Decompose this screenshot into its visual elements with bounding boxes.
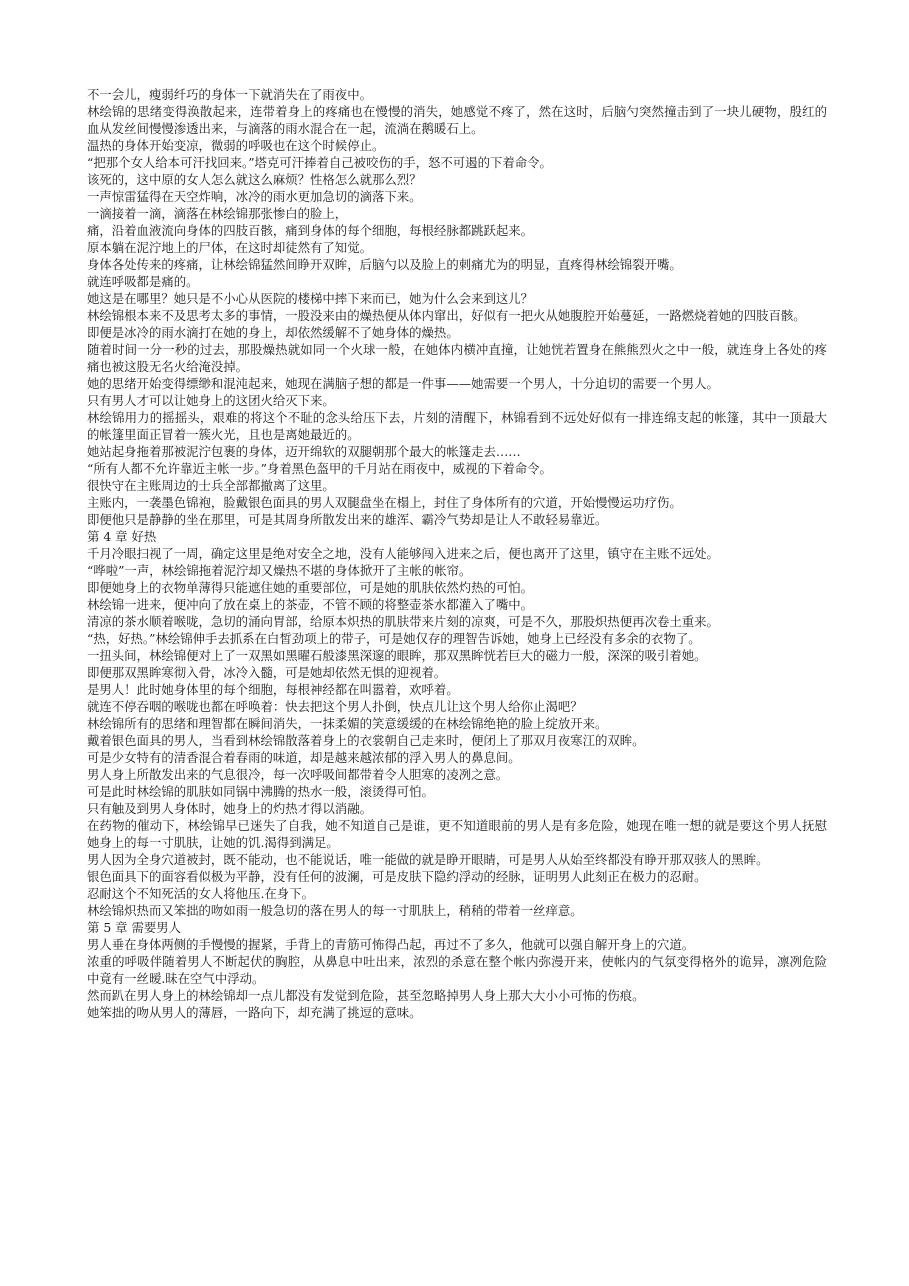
paragraph: 一声惊雷猛得在天空炸响，冰冷的雨水更加急切的滴落下来。	[87, 189, 422, 204]
paragraph: 然而趴在男人身上的林绘锦却一点儿都没有发觉到危险，甚至忽略掉男人身上那大大小小可怖的伤痕。	[87, 988, 645, 1003]
paragraph: 不一会儿，瘦弱纤巧的身体一下就消失在了雨夜中。	[87, 87, 372, 102]
paragraph: 很快守在主账周边的士兵全部都撤离了这里。	[87, 478, 335, 493]
paragraph: 男人身上所散发出来的气息很冷，每一次呼吸间都带着令人胆寒的凌冽之意。	[87, 767, 509, 782]
paragraph: 林绘锦炽热而又笨拙的吻如雨一般急切的落在男人的每一寸肌肤上，稍稍的带着一丝痒意。	[87, 903, 583, 918]
paragraph: “热，好热。”林绘锦伸手去抓系在白皙劲项上的带子，可是她仅存的理智告诉她，她身上已经没有多余的衣物了。	[87, 631, 701, 646]
paragraph: 温热的身体开始变凉，微弱的呼吸也在这个时候停止。	[87, 138, 385, 153]
paragraph: 即便她身上的衣物单薄得只能遮住她的重要部位，可是她的肌肤依然灼热的可怕。	[87, 580, 534, 595]
paragraph: 可是少女特有的清香混合着春雨的味道，却是越来越浓郁的浮入男人的鼻息间。	[87, 750, 521, 765]
paragraph: 林绘锦根本来不及思考太多的事情，一股没来由的燥热便从体内窜出，好似有一把火从她腹腔开始蔓延，一路燃烧着她的四肢百骸。	[87, 308, 806, 323]
paragraph: 一滴接着一滴，滴落在林绘锦那张惨白的脸上，	[87, 206, 348, 221]
paragraph: 只有触及到男人身体时，她身上的灼热才得以消融。	[87, 801, 372, 816]
document-body	[87, 86, 827, 1021]
paragraph: 即便他只是静静的坐在那里，可是其周身所散发出来的雄浑、霸冷气势却是让人不敢轻易靠近。	[87, 512, 608, 527]
paragraph: 清凉的茶水顺着喉咙，急切的涌向胃部，给原本炽热的肌肤带来片刻的凉爽，可是不久，那股炽热便再次卷土重来。	[87, 614, 719, 629]
paragraph: 男人因为全身穴道被封，既不能动，也不能说话，唯一能做的就是睁开眼睛，可是男人从始至终都没有睁开那双骇人的黑眸。	[87, 852, 769, 867]
paragraph: 戴着银色面具的男人，当看到林绘锦散落着身上的衣裳朝自己走来时，便闭上了那双月夜寒江的双眸。	[87, 733, 645, 748]
paragraph: 即便那双黑眸寒彻入骨，冰冷入髓，可是她却依然无惧的迎视着。	[87, 665, 447, 680]
paragraph: 就连不停吞咽的喉咙也都在呼唤着：快去把这个男人扑倒，快点儿让这个男人给你止渴吧？	[87, 699, 583, 714]
paragraph: 男人垂在身体两侧的手慢慢的握紧，手背上的青筋可怖得凸起，再过不了多久，他就可以强自解开身上的穴道。	[87, 937, 695, 952]
paragraph: 就连呼吸都是痛的。	[87, 274, 199, 289]
paragraph: 是男人！此时她身体里的每个细胞，每根神经都在叫嚣着，欢呼着。	[87, 682, 459, 697]
paragraph: 可是此时林绘锦的肌肤如同锅中沸腾的热水一般，滚烫得可怕。	[87, 784, 434, 799]
paragraph: “把那个女人给本可汗找回来。”塔克可汗捧着自己被咬伤的手，怒不可遏的下着命令。	[87, 155, 552, 170]
paragraph: 她笨拙的吻从男人的薄唇，一路向下，却充满了挑逗的意味。	[87, 1005, 422, 1020]
paragraph: “哗啦”一声，林绘锦拖着泥泞却又燥热不堪的身体掀开了主帐的帐帘。	[87, 563, 472, 578]
paragraph: 该死的，这中原的女人怎么就这么麻烦？性格怎么就那么烈？	[87, 172, 422, 187]
paragraph: 在药物的催动下，林绘锦早已迷失了自我，她不知道自己是谁，更不知道眼前的男人是有多危险，她现在唯一想的就是要这个男人抚慰她身上的每一寸肌肤，让她的饥.渴得到满足。	[87, 818, 827, 850]
chapter-heading: 第 4 章 好热	[87, 529, 157, 544]
paragraph: 林绘锦的思绪变得涣散起来，连带着身上的疼痛也在慢慢的消失，她感觉不疼了，然在这时，后脑勺突然撞击到了一块儿硬物，殷红的血从发丝间慢慢渗透出来，与滴落的雨水混合在一起，流淌在鹅暖石上。	[87, 104, 827, 136]
paragraph: 痛，沿着血液流向身体的四肢百骸，痛到身体的每个细胞，每根经脉都跳跃起来。	[87, 223, 534, 238]
paragraph: 她的思绪开始变得缥缈和混沌起来，她现在满脑子想的都是一件事——她需要一个男人，十分迫切的需要一个男人。	[87, 376, 719, 391]
paragraph: 一扭头间，林绘锦便对上了一双黑如黑曜石般漆黑深邃的眼眸，那双黑眸恍若巨大的磁力一般，深深的吸引着她。	[87, 648, 707, 663]
paragraph: 她站起身拖着那被泥泞包裹的身体，迈开绵软的双腿朝那个最大的帐篷走去……	[87, 444, 521, 459]
paragraph: 身体各处传来的疼痛，让林绘锦猛然间睁开双眸，后脑勺以及脸上的刺痛尤为的明显，直疼得林绘锦裂开嘴。	[87, 257, 682, 272]
paragraph: 她这是在哪里？她只是不小心从医院的楼梯中摔下来而已，她为什么会来到这儿？	[87, 291, 534, 306]
paragraph: “所有人都不允许靠近主帐一步。”身着黑色盔甲的千月站在雨夜中，威视的下着命令。	[87, 461, 552, 476]
paragraph: 原本躺在泥泞地上的尸体，在这时却徒然有了知觉。	[87, 240, 372, 255]
paragraph: 主账内，一袭墨色锦袍，脸戴银色面具的男人双腿盘坐在榻上，封住了身体所有的穴道，开始慢慢运功疗伤。	[87, 495, 682, 510]
paragraph: 忍耐这个不知死活的女人将他压.在身下。	[87, 886, 314, 901]
paragraph: 银色面具下的面容看似极为平静，没有任何的波澜，可是皮肤下隐约浮动的经脉，证明男人此刻正在极力的忍耐。	[87, 869, 707, 884]
paragraph: 浓重的呼吸伴随着男人不断起伏的胸腔，从鼻息中吐出来，浓烈的杀意在整个帐内弥漫开来，使帐内的气氛变得格外的诡异，凛冽危险中竟有一丝暧.昧在空气中浮动。	[87, 954, 827, 986]
paragraph: 即便是冰冷的雨水滴打在她的身上，却依然缓解不了她身体的燥热。	[87, 325, 459, 340]
paragraph: 千月冷眼扫视了一周，确定这里是绝对安全之地，没有人能够闯入进来之后，便也离开了这里，镇守在主账不远处。	[87, 546, 719, 561]
paragraph: 随着时间一分一秒的过去，那股燥热就如同一个火球一般，在她体内横冲直撞，让她恍若置身在熊熊烈火之中一般，就连身上各处的疼痛也被这股无名火给淹没掉。	[87, 342, 827, 374]
paragraph: 林绘锦一进来，便冲向了放在桌上的茶壶，不管不顾的将整壶茶水都灌入了嘴中。	[87, 597, 534, 612]
chapter-heading: 第 5 章 需要男人	[87, 920, 182, 935]
paragraph: 只有男人才可以让她身上的这团火给灭下来。	[87, 393, 335, 408]
paragraph: 林绘锦所有的思绪和理智都在瞬间消失，一抹柔媚的笑意缓缓的在林绘锦绝艳的脸上绽放开来。	[87, 716, 608, 731]
paragraph: 林绘锦用力的摇摇头，艰难的将这个不耻的念头给压下去，片刻的清醒下，林锦看到不远处好似有一排连绵支起的帐篷，其中一顶最大的帐篷里面正冒着一簇火光，且也是离她最近的。	[87, 410, 827, 442]
